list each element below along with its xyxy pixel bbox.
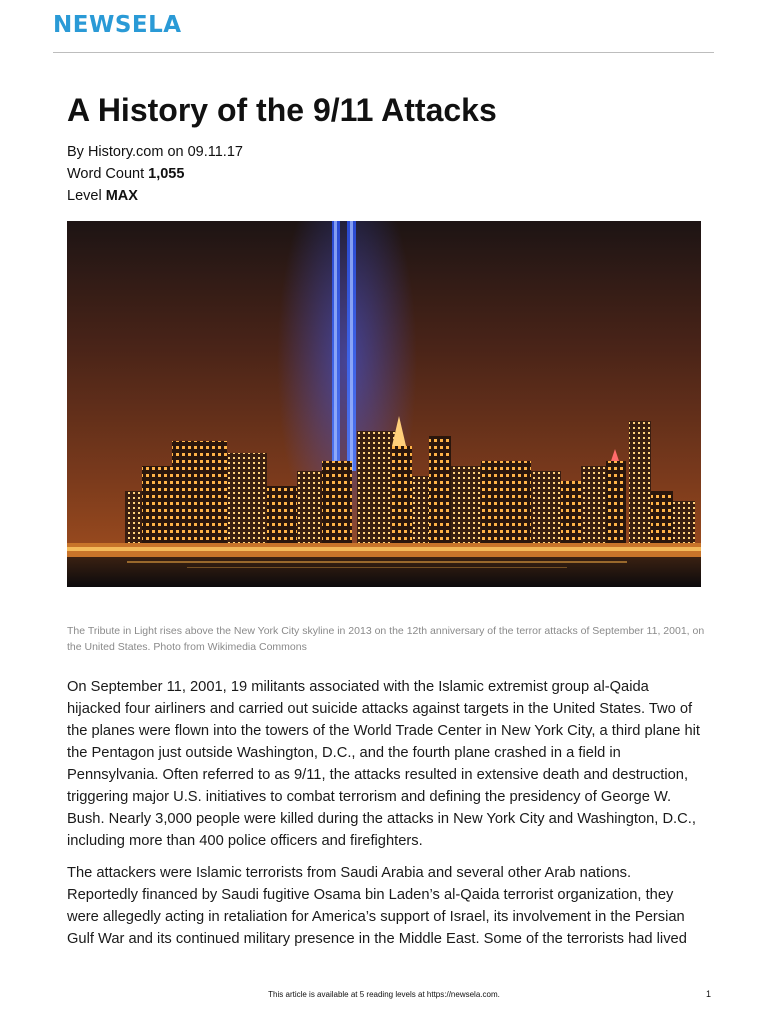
byline: By History.com on 09.11.17: [67, 144, 243, 160]
photo-caption: The Tribute in Light rises above the New York City skyline in 2013 on the 12th anniversary of the terror attacks of September 11, 2001, on the United States. Photo from Wikimedia Commons: [67, 625, 705, 653]
footer-note: This article is available at 5 reading levels at https://newsela.com.: [268, 990, 500, 999]
header-divider: [53, 52, 714, 53]
article-title: A History of the 9/11 Attacks: [67, 92, 497, 128]
page-number: 1: [706, 989, 712, 999]
paragraph: On September 11, 2001, 19 militants associated with the Islamic extremist group al-Qaida hijacked four airliners and carried out suicide attacks against targets in the United States. Two of the planes were flown into the towers of the World Trade Center in New York City, a third plane hit the Pentagon just outside Washington, D.C., and the fourth plane crashed in a field in Pennsylvania. Often referred to as 9/11, the attacks resulted in extensive death and destruction, triggering major U.S. initiatives to combat terrorism and defining the presidency of George W. Bush. Nearly 3,000 people were killed during the attacks in New York City and Washington, D.C., including more than 400 police officers and firefighters.: [67, 679, 700, 849]
reading-level: [67, 185, 243, 207]
article-meta: [67, 141, 243, 207]
word-count: [67, 163, 243, 185]
newsela-logo[interactable]: NEWSELA: [53, 12, 182, 38]
word-count-value: 1,055: [148, 166, 185, 182]
word-count-label: Word Count: [67, 166, 145, 182]
paragraph: The attackers were Islamic terrorists from Saudi Arabia and several other Arab nations. Reportedly financed by Saudi fugitive Osama bin Laden’s al-Qaida terrorist organization, they were allegedly acting in retaliation for America’s support of Israel, its involvement in the Persian Gulf War and its continued military presence in the Middle East. Some of the terrorists had lived: [67, 865, 687, 947]
article-body: [67, 676, 703, 960]
skyline-photo: [67, 221, 701, 587]
level-value: MAX: [105, 188, 138, 204]
level-label: Level: [67, 188, 102, 204]
